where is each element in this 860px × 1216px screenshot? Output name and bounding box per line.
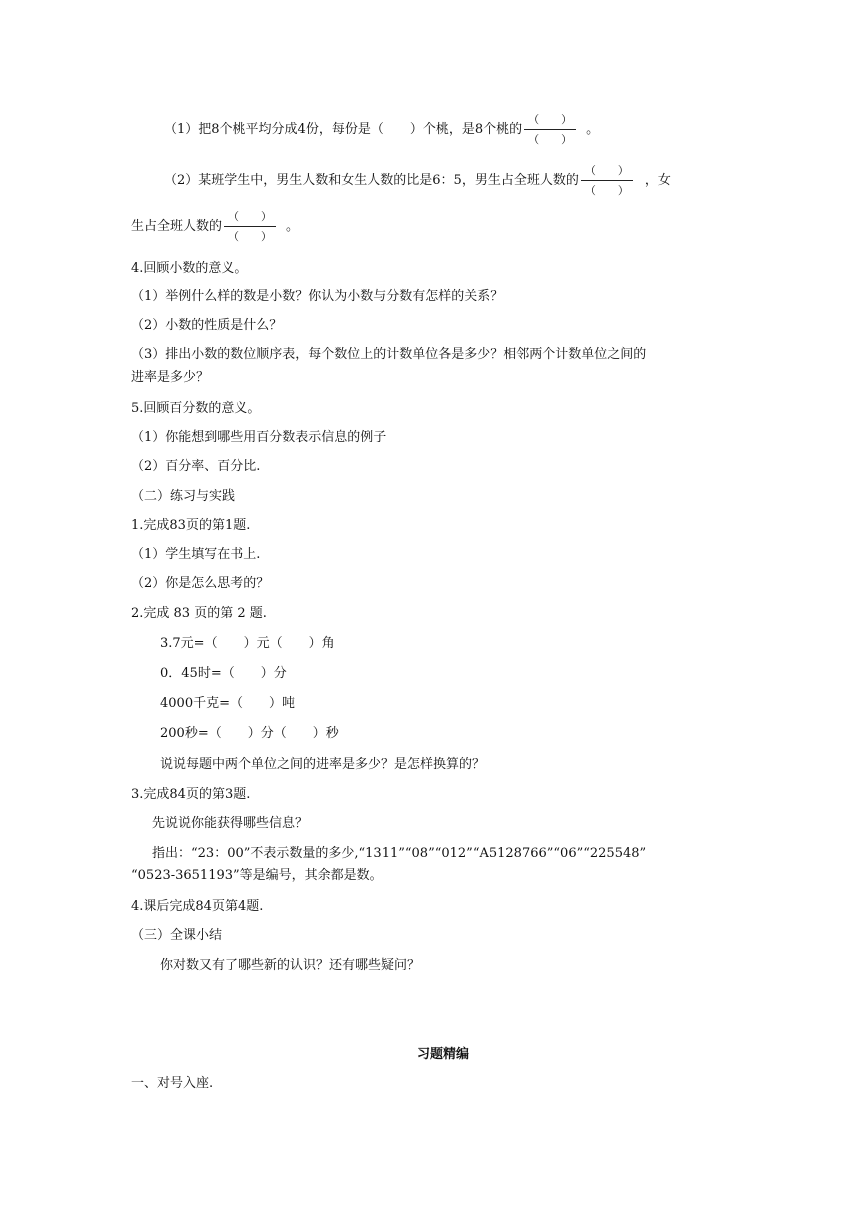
item-5-heading: 5.回顾百分数的意义。: [131, 401, 261, 416]
q3-2-text: （2）某班学生中，男生人数和女生人数的比是6：5，男生占全班人数的: [164, 173, 579, 188]
q3-2-end: 。: [286, 219, 300, 234]
question-3-2-line2: [131, 210, 299, 243]
exercise-1-heading: 一、对号入座.: [131, 1076, 214, 1091]
question-3-1: [164, 113, 599, 146]
section-3-text: 你对数又有了哪些新的认识？还有哪些疑问？: [160, 958, 421, 973]
practice-2-d: 200秒=（ ）分（ ）秒: [160, 726, 339, 741]
exercise-title: 习题精编: [417, 1047, 470, 1062]
q3-1-end: 。: [586, 122, 600, 137]
fraction-denominator: （ ）: [584, 184, 629, 197]
item-4-3: （3）排出小数的数位顺序表，每个数位上的计数单位各是多少？相邻两个计数单位之间的: [131, 347, 647, 362]
practice-2-c: 4000千克=（ ）吨: [160, 696, 295, 711]
fraction-denominator: （ ）: [528, 133, 573, 146]
practice-3: 3.完成84页的第3题.: [131, 787, 251, 802]
item-5-2: （2）百分率、百分比.: [131, 459, 261, 474]
practice-2-e: 说说每题中两个单位之间的进率是多少？是怎样换算的？: [160, 757, 486, 772]
practice-2-a: 3.7元=（ ）元（ ）角: [160, 636, 335, 651]
fraction-numerator: （ ）: [224, 210, 276, 227]
item-4-2: （2）小数的性质是什么？: [131, 318, 283, 333]
item-4-3-cont: 进率是多少？: [131, 370, 210, 385]
item-4-1: （1）举例什么样的数是小数？你认为小数与分数有怎样的关系？: [131, 289, 504, 304]
practice-1-2: （2）你是怎么思考的？: [131, 576, 270, 591]
practice-3-a: 先说说你能获得哪些信息？: [152, 816, 309, 831]
section-3-heading: （三）全课小结: [131, 928, 223, 943]
practice-4: 4.课后完成84页第4题.: [131, 899, 264, 914]
practice-3-b: 指出：“23：00”不表示数量的多少,“1311”“08”“012”“A5128766”“06”“225548”: [152, 846, 647, 861]
practice-1-1: （1）学生填写在书上.: [131, 547, 261, 562]
fraction-numerator: （ ）: [581, 164, 633, 181]
question-3-2-line1: [164, 164, 671, 197]
section-2-heading: （二）练习与实践: [131, 489, 236, 504]
fraction-blank: [524, 113, 576, 146]
fraction-numerator: （ ）: [524, 113, 576, 130]
practice-3-c: “0523-3651193”等是编号，其余都是数。: [131, 868, 383, 883]
fraction-blank: [581, 164, 633, 197]
item-4-heading: 4.回顾小数的意义。: [131, 261, 248, 276]
q3-2-continued: ，女: [644, 173, 671, 188]
q3-2-text-2: 生占全班人数的: [131, 219, 223, 234]
practice-2: 2.完成 83 页的第 2 题.: [131, 606, 267, 621]
fraction-blank: [224, 210, 276, 243]
practice-1: 1.完成83页的第1题.: [131, 518, 251, 533]
practice-2-b: 0．45时=（ ）分: [160, 666, 287, 681]
q3-1-text: （1）把8个桃平均分成4份，每份是（ ）个桃，是8个桃的: [164, 122, 523, 137]
fraction-denominator: （ ）: [228, 230, 273, 243]
item-5-1: （1）你能想到哪些用百分数表示信息的例子: [131, 430, 387, 445]
